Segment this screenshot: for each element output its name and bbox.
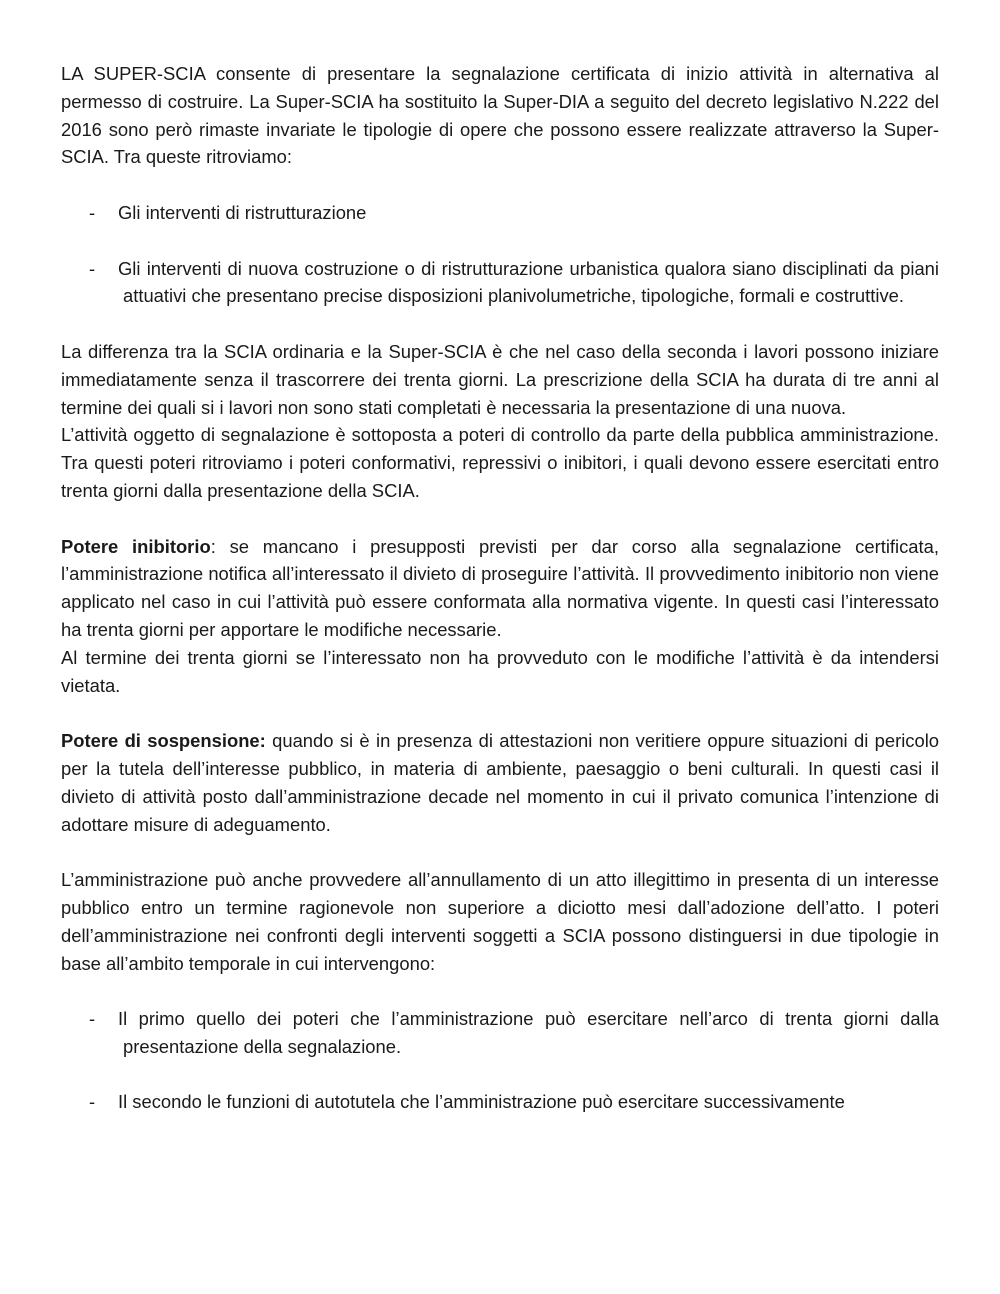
inhibitory-followup: Al termine dei trenta giorni se l’interessato non ha provveduto con le modifiche l’attività è da intendersi vietata. [61,646,939,696]
inhibitory-heading: Potere inibitorio [61,535,211,557]
spacer [61,838,939,866]
suspension-paragraph [61,727,939,838]
dash-marker: - [89,201,96,223]
spacer [61,977,939,1005]
dash-marker: - [89,1008,96,1030]
list-item-text: Il primo quello dei poteri che l’amministrazione può esercitare nell’arco di trenta giorni dalla presentazione della segnalazione. [118,1008,939,1057]
list-item-text: Il secondo le funzioni di autotutela che l’amministrazione può esercitare successivamente [118,1091,845,1113]
control-paragraph: L’attività oggetto di segnalazione è sottoposta a poteri di controllo da parte della pubblica amministrazione. Tra questi poteri ritroviamo i poteri conformativi, repressivi o inibitori, i quali devono essere esercitati entro trenta giorni dalla presentazione della SCIA. [61,424,939,501]
dash-marker: - [89,1091,96,1113]
spacer [61,310,939,338]
suspension-text: quando si è in presenza di attestazioni non veritiere oppure situazioni di pericolo per la tutela dell’interesse pubblico, in materia di ambiente, paesaggio o beni culturali. In questi casi il divieto di attività posto dall’amministrazione decade nel momento in cui il privato comunica l’intenzione di adottare misure di adeguamento. [61,730,940,835]
annulment-paragraph: L’amministrazione può anche provvedere all’annullamento di un atto illegittimo in presenta di un interesse pubblico entro un termine ragionevole non superiore a diciotto mesi dall’adozione dell’atto. I poteri dell’amministrazione nei confronti degli interventi soggetti a SCIA possono distinguersi in due tipologie in base all’ambito temporale in cui intervengono: [61,869,939,974]
list-item [61,1088,939,1116]
list-item [61,1005,939,1061]
dash-marker: - [89,257,96,279]
list-item [61,255,939,311]
spacer [61,699,939,727]
list-item-text: Gli interventi di nuova costruzione o di ristrutturazione urbanistica qualora siano disciplinati da piani attuativi che presentano precise disposizioni planivolumetriche, tipologiche, formali e costruttive. [118,257,939,307]
inhibitory-paragraph [61,533,939,644]
intro-paragraph: LA SUPER-SCIA consente di presentare la segnalazione certificata di inizio attività in alternativa al permesso di costruire. La Super-SCIA ha sostituito la Super-DIA a seguito del decreto legislativo N.222 del 2016 sono però rimaste invariate le tipologie di opere che possono essere realizzate attraverso la Super-SCIA. Tra queste ritroviamo: [61,63,939,168]
spacer [61,171,939,199]
suspension-heading: Potere di sospensione: [61,730,266,752]
spacer [61,505,939,533]
inhibitory-text: : se mancano i presupposti previsti per dar corso alla segnalazione certificata, l’amministrazione notifica all’interessato il divieto di proseguire l’attività. Il provvedimento inibitorio non viene applicato nel caso in cui l’attività può essere conformata alla normativa vigente. In questi casi l’interessato ha trenta giorni per apportare le modifiche necessarie. [61,535,939,640]
spacer [61,1061,939,1089]
difference-paragraph: La differenza tra la SCIA ordinaria e la Super-SCIA è che nel caso della seconda i lavori possono iniziare immediatamente senza il trascorrere dei trenta giorni. La prescrizione della SCIA ha durata di tre anni al termine dei quali si i lavori non sono stati completati è necessaria la presentazione di una nuova. [61,340,939,418]
spacer [61,227,939,255]
list-item-text: Gli interventi di ristrutturazione [118,201,367,223]
list-item [61,199,939,227]
